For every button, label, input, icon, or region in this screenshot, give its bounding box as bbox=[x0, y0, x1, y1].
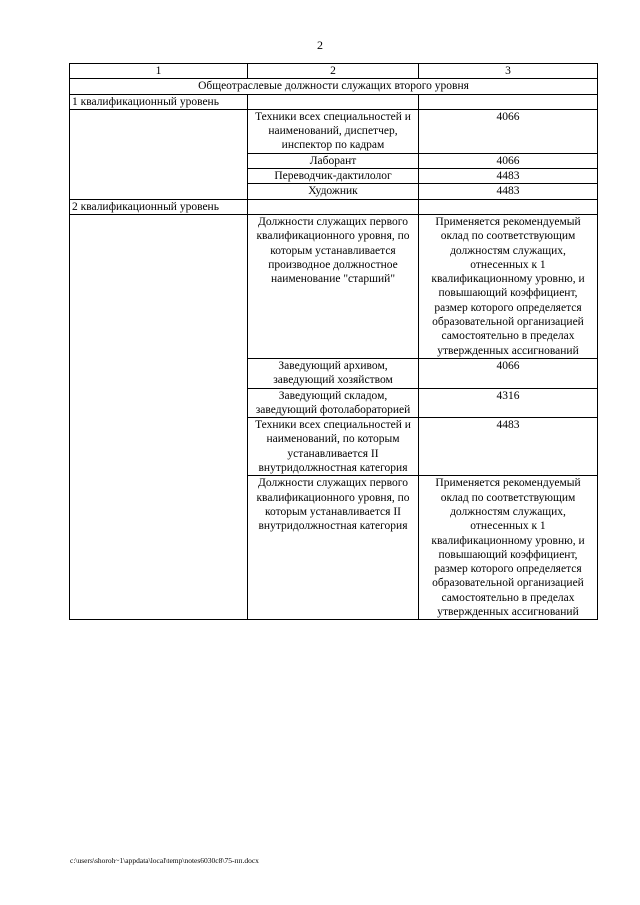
salary-cell: 4483 bbox=[419, 418, 598, 476]
salary-cell: 4066 bbox=[419, 109, 598, 153]
section-title-row bbox=[70, 79, 598, 94]
salary-cell: 4316 bbox=[419, 388, 598, 418]
position-cell: Должности служащих первого квалификационного уровня, по которым устанавливается II внутридолжностная категория bbox=[248, 476, 419, 620]
empty-cell bbox=[70, 214, 248, 619]
salary-cell: 4066 bbox=[419, 358, 598, 388]
position-cell: Техники всех специальностей и наименований, по которым устанавливается II внутридолжностная категория bbox=[248, 418, 419, 476]
salary-cell: Применяется рекомендуемый оклад по соответствующим должностям служащих, отнесенных к 1 квалификационному уровню, и повышающий коэффициент, размер которого определяется образовательной организацией самостоятельно в пределах утвержденных ассигнований bbox=[419, 214, 598, 358]
salary-cell: 4483 bbox=[419, 184, 598, 199]
file-path-footer: c:\users\shoroh~1\appdata\local\temp\notes6030c8\75-пп.docx bbox=[70, 856, 259, 865]
header-cell-3: 3 bbox=[419, 64, 598, 79]
position-cell: Лаборант bbox=[248, 153, 419, 168]
salary-cell: 4066 bbox=[419, 153, 598, 168]
table-header-row bbox=[70, 64, 598, 79]
position-cell: Переводчик-дактилолог bbox=[248, 169, 419, 184]
page-number: 2 bbox=[317, 38, 323, 52]
position-cell: Заведующий архивом, заведующий хозяйством bbox=[248, 358, 419, 388]
header-cell-2: 2 bbox=[248, 64, 419, 79]
level-label-row bbox=[70, 94, 598, 109]
position-cell: Заведующий складом, заведующий фотолабораторией bbox=[248, 388, 419, 418]
empty-cell bbox=[70, 109, 248, 199]
level-2-label: 2 квалификационный уровень bbox=[70, 199, 248, 214]
header-cell-1: 1 bbox=[70, 64, 248, 79]
position-cell: Должности служащих первого квалификационного уровня, по которым устанавливается производное должностное наименование "старший" bbox=[248, 214, 419, 358]
level-1-label: 1 квалификационный уровень bbox=[70, 94, 248, 109]
position-cell: Техники всех специальностей и наименований, диспетчер, инспектор по кадрам bbox=[248, 109, 419, 153]
positions-table bbox=[69, 63, 598, 620]
table-row bbox=[70, 214, 598, 358]
position-cell: Художник bbox=[248, 184, 419, 199]
table-row bbox=[70, 109, 598, 153]
salary-cell: 4483 bbox=[419, 169, 598, 184]
section-title: Общеотраслевые должности служащих второго уровня bbox=[70, 79, 598, 94]
salary-cell: Применяется рекомендуемый оклад по соответствующим должностям служащих, отнесенных к 1 квалификационному уровню, и повышающий коэффициент, размер которого определяется образовательной организацией самостоятельно в пределах утвержденных ассигнований bbox=[419, 476, 598, 620]
level-label-row bbox=[70, 199, 598, 214]
